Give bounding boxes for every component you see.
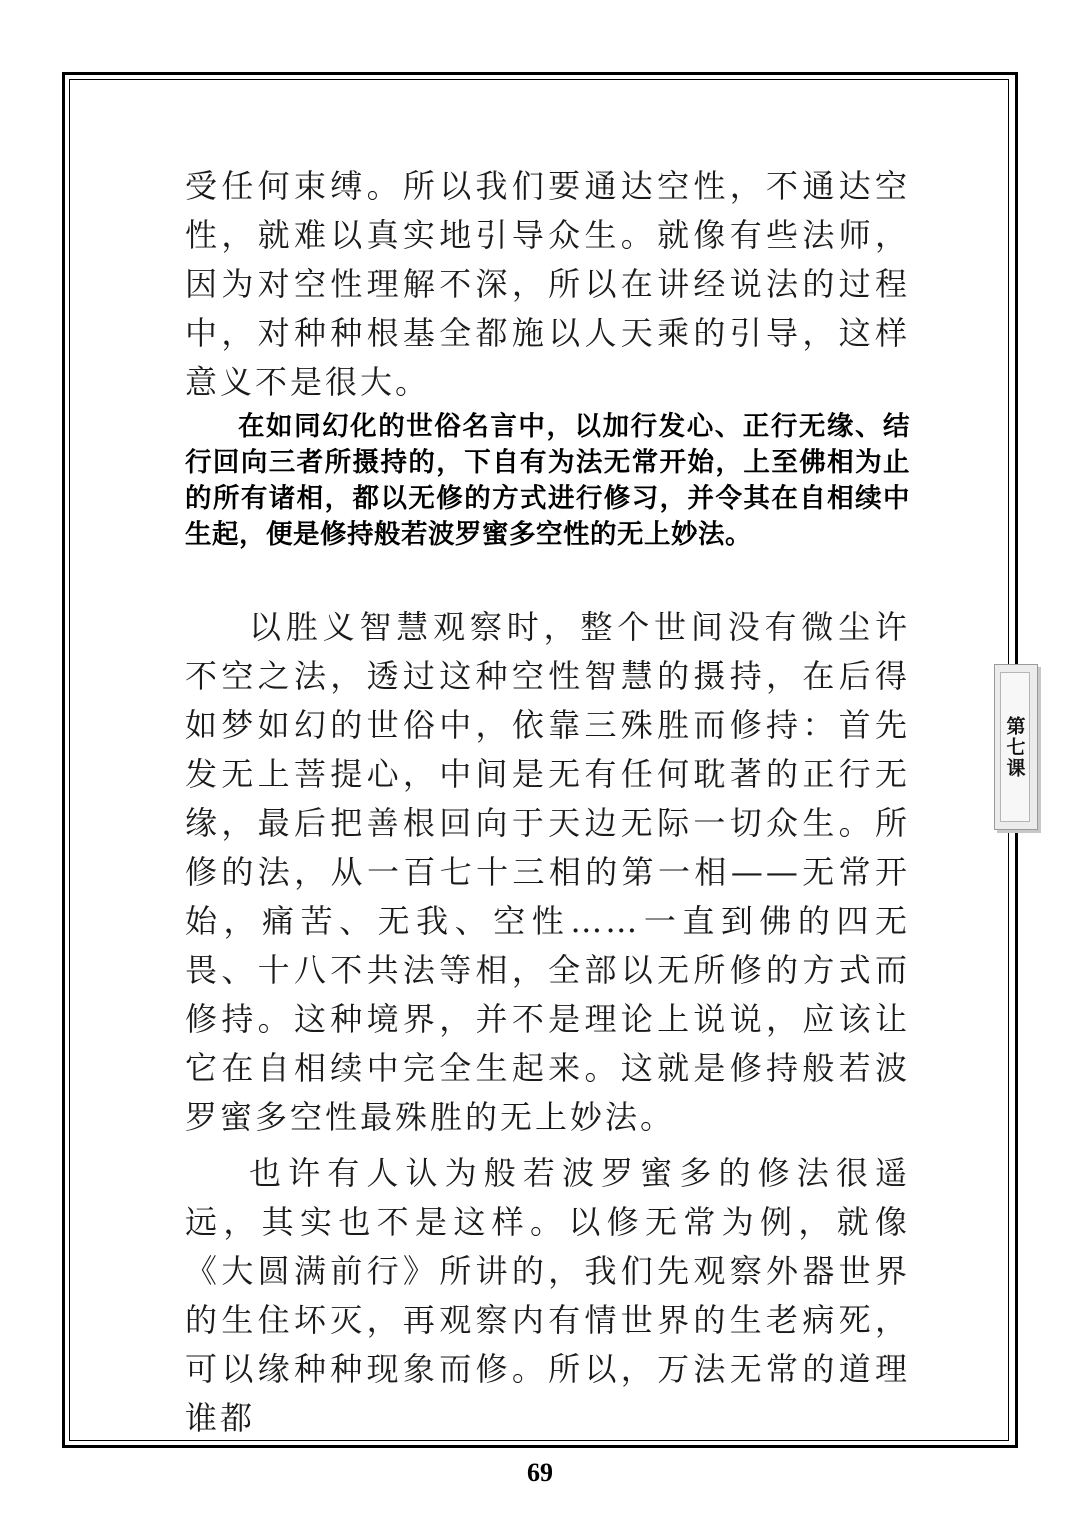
page-number: 69 bbox=[527, 1458, 553, 1487]
commentary-paragraph-2: 也许有人认为般若波罗蜜多的修法很遥远，其实也不是这样。以修无常为例，就像《大圆满前行》所讲的，我们先观察外器世界的生住坏灭，再观察内有情世界的生老病死，可以缘种种现象而修。所以，万法无常的道理谁都 bbox=[185, 1154, 910, 1437]
chapter-side-tab bbox=[994, 664, 1038, 830]
commentary-paragraph: 以胜义智慧观察时，整个世间没有微尘许不空之法，透过这种空性智慧的摄持，在后得如梦如幻的世俗中，依靠三殊胜而修持：首先发无上菩提心，中间是无有任何耽著的正行无缘，最后把善根回向于天边无际一切众生。所修的法，从一百七十三相的第一相——无常开始，痛苦、无我、空性……一直到佛的四无畏、十八不共法等相，全部以无所修的方式而修持。这种境界，并不是理论上说说，应该让它在自相续中完全生起来。这就是修持般若波罗蜜多空性最殊胜的无上妙法。 bbox=[185, 608, 910, 1136]
chapter-side-tab-inner bbox=[1000, 672, 1030, 822]
root-text-paragraph: 在如同幻化的世俗名言中，以加行发心、正行无缘、结行回向三者所摄持的，下自有为法无常开始，上至佛相为止的所有诸相，都以无修的方式进行修习，并令其在自相续中生起，便是修持般若波罗蜜多空性的无上妙法。 bbox=[185, 411, 910, 550]
chapter-label: 第七课 bbox=[1003, 715, 1026, 779]
page-body bbox=[185, 162, 910, 1443]
paragraph-continued: 受任何束缚。所以我们要通达空性，不通达空性，就难以真实地引导众生。就像有些法师，因为对空性理解不深，所以在讲经说法的过程中，对种种根基全都施以人天乘的引导，这样意义不是很大。 bbox=[185, 167, 910, 401]
